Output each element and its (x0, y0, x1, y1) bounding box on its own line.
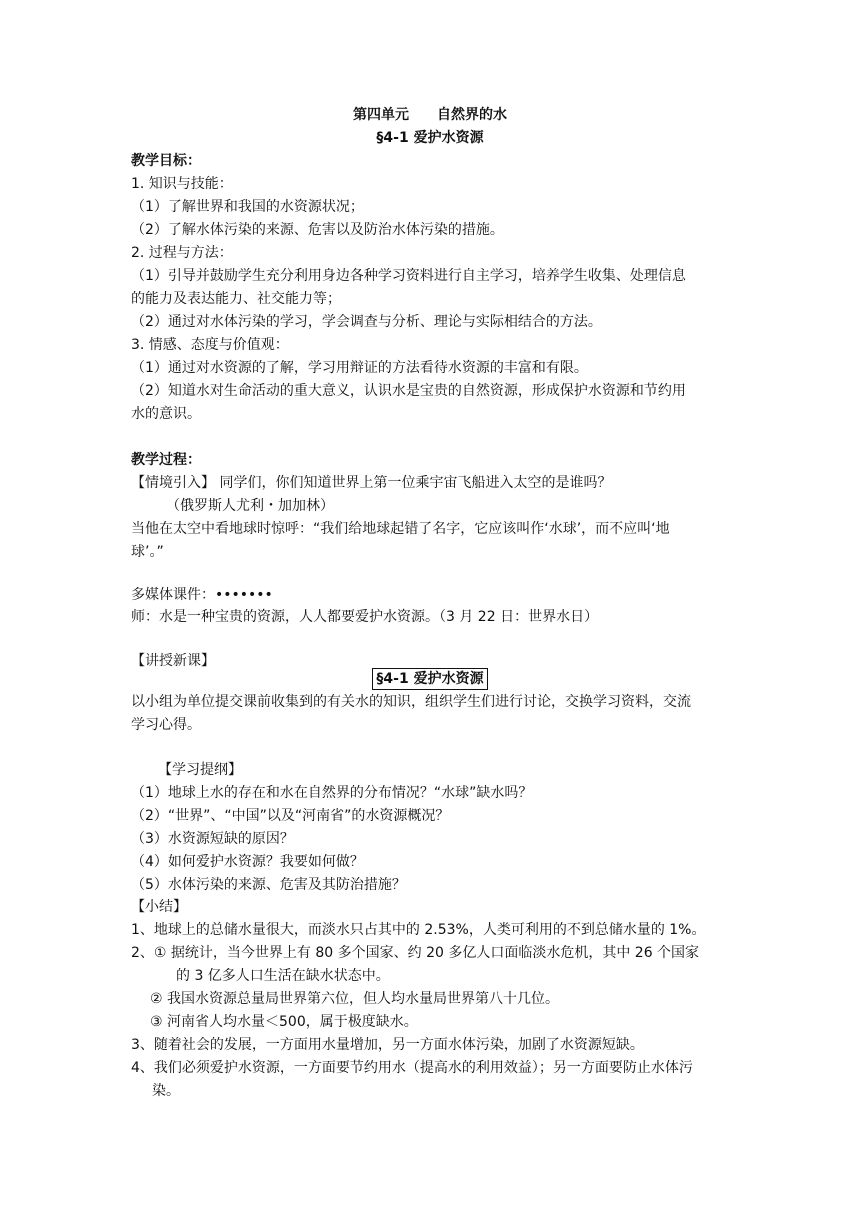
quote-line-cont: 球’。” (131, 544, 164, 560)
goal-item: （2）通过对水体污染的学习，学会调查与分析、理论与实际相结合的方法。 (131, 314, 602, 330)
lesson-title: §4-1 爱护水资源 (376, 130, 484, 146)
summary-heading: 【小结】 (131, 899, 187, 915)
goal-item: （2）了解水体污染的来源、危害以及防治水体污染的措施。 (131, 222, 504, 238)
summary-item: 1、地球上的总储水量很大，而淡水只占其中的 2.53%，人类可利用的不到总储水量的 1%。 (131, 922, 706, 938)
summary-item: 2、① 据统计，当今世界上有 80 多个国家、约 20 多亿人口面临淡水危机，其中 26 个国家 (131, 945, 700, 961)
summary-item: 4、我们必须爱护水资源，一方面要节约用水（提高水的利用效益）；另一方面要防止水体污 (131, 1060, 693, 1076)
process-heading: 教学过程： (131, 452, 201, 468)
unit-label: 第四单元 (353, 107, 409, 123)
outline-item: （2）“世界”、“中国”以及“河南省”的水资源概况？ (131, 808, 450, 824)
goal-item-cont: 水的意识。 (131, 406, 201, 422)
quote-line: 当他在太空中看地球时惊呼：“我们给地球起错了名字，它应该叫作‘水球’，而不应叫‘地 (131, 521, 670, 537)
unit-name: 自然界的水 (437, 107, 507, 123)
goal-section-3: 3. 情感、态度与价值观： (131, 337, 289, 353)
goal-item: （1）引导并鼓励学生充分利用身边各种学习资料进行自主学习，培养学生收集、处理信息 (131, 268, 686, 284)
summary-item-cont: 的 3 亿多人口生活在缺水状态中。 (176, 968, 390, 984)
outline-item: （1）地球上水的存在和水在自然界的分布情况？“水球”缺水吗？ (131, 785, 533, 801)
unit-title (0, 105, 860, 125)
goal-item: （2）知道水对生命活动的重大意义，认识水是宝贵的自然资源，形成保护水资源和节约用 (131, 383, 686, 399)
outline-item: （5）水体污染的来源、危害及其防治措施？ (131, 877, 406, 893)
summary-subitem: ② 我国水资源总量局世界第六位，但人均水量局世界第八十几位。 (150, 991, 559, 1007)
goal-section-2: 2. 过程与方法： (131, 245, 233, 261)
outline-item: （3）水资源短缺的原因？ (131, 831, 294, 847)
goals-heading: 教学目标： (131, 153, 201, 169)
outline-heading: 【学习提纲】 (158, 762, 242, 778)
lesson-paragraph-cont: 学习心得。 (131, 717, 201, 733)
goal-section-1: 1. 知识与技能： (131, 176, 233, 192)
goal-item: （1）通过对水资源的了解，学习用辩证的方法看待水资源的丰富和有限。 (131, 360, 588, 376)
summary-item-cont: 染。 (152, 1083, 180, 1099)
goal-item-cont: 的能力及表达能力、社交能力等； (131, 291, 341, 307)
goal-item: （1）了解世界和我国的水资源状况； (131, 199, 364, 215)
new-lesson-heading: 【讲授新课】 (131, 653, 215, 669)
outline-item: （4）如何爱护水资源？我要如何做？ (131, 854, 364, 870)
summary-subitem: ③ 河南省人均水量＜500，属于极度缺水。 (150, 1014, 418, 1030)
lesson-paragraph: 以小组为单位提交课前收集到的有关水的知识，组织学生们进行讨论，交换学习资料，交流 (131, 694, 691, 710)
boxed-lesson-title: §4-1 爱护水资源 (372, 668, 487, 690)
summary-item: 3、随着社会的发展，一方面用水量增加，另一方面水体污染，加剧了水资源短缺。 (131, 1037, 644, 1053)
intro-question: 【情境引入】 同学们，你们知道世界上第一位乘宇宙飞船进入太空的是谁吗？ (131, 475, 612, 491)
boxed-title-wrap (0, 668, 860, 690)
intro-answer: （俄罗斯人尤利・加加林） (166, 498, 334, 514)
teacher-line: 师：水是一种宝贵的资源，人人都要爱护水资源。（3 月 22 日：世界水日） (131, 609, 599, 625)
media-note: 多媒体课件：••••••• (131, 587, 273, 603)
